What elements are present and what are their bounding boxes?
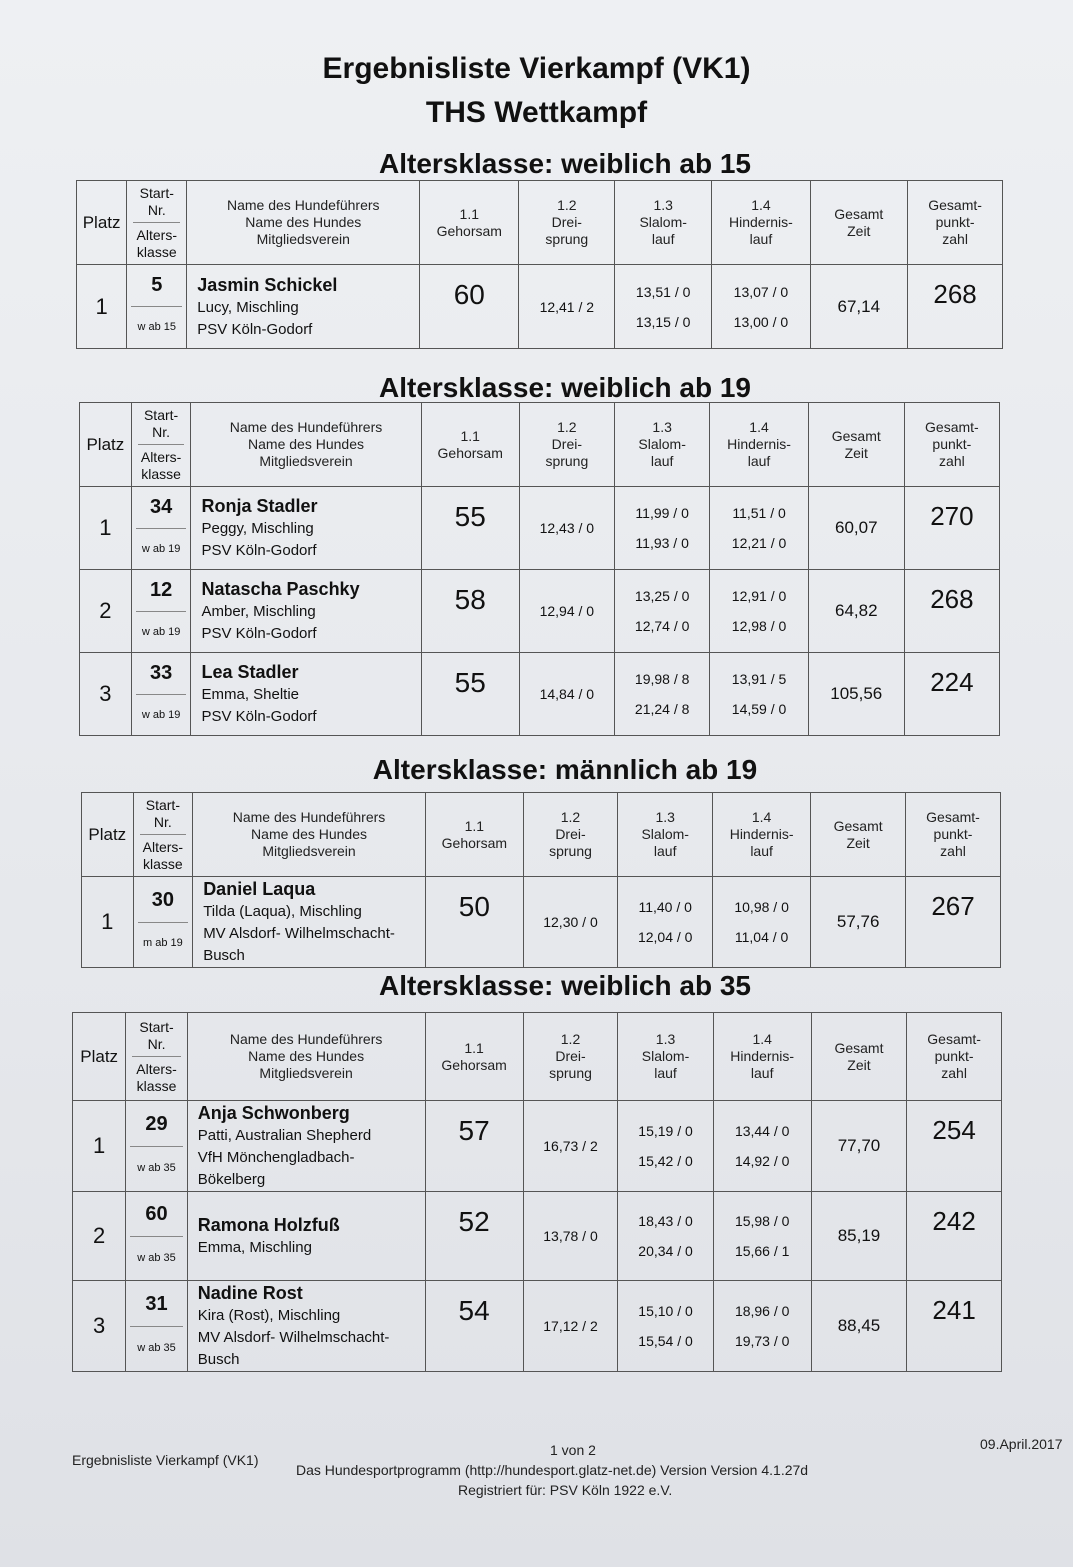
header-dreisprung-text: 1.2	[560, 1031, 581, 1047]
header-row	[73, 1013, 1073, 1101]
header-start-nr-text: Start-Nr.	[138, 407, 185, 445]
header-name-text: Name des Hundes	[251, 826, 367, 842]
header-start-nr	[133, 793, 193, 877]
results-table	[76, 180, 1073, 349]
header-gesamtpunktzahl-text: punkt-	[934, 1048, 974, 1064]
handler-name: Daniel Laqua	[203, 879, 316, 899]
altersklasse-value: w ab 19	[141, 625, 181, 638]
header-gesamt-zeit	[811, 1013, 907, 1101]
altersklasse-value: w ab 35	[137, 1342, 176, 1354]
slalom-run-1: 13,51 / 0	[635, 283, 691, 300]
hindernis-run-2: 15,66 / 1	[734, 1243, 790, 1259]
header-hindernislauf-text: Hindernis-	[727, 436, 791, 452]
handler-name: Ronja Stadler	[201, 496, 318, 516]
start-number: 30	[138, 880, 189, 923]
header-name-text: Name des Hundeführers	[232, 809, 386, 825]
header-platz	[82, 793, 134, 877]
header-gehorsam	[425, 793, 523, 877]
header-hindernislauf-text: Hindernis-	[729, 214, 793, 230]
name-cell	[187, 1192, 425, 1281]
dreisprung-cell: 17,12 / 2	[523, 1281, 618, 1372]
header-dreisprung	[523, 793, 617, 877]
dreisprung-cell: 12,94 / 0	[519, 570, 614, 653]
hindernis-cell	[710, 570, 808, 653]
handler-name: Jasmin Schickel	[197, 274, 338, 295]
section-title: Altersklasse: männlich ab 19	[372, 754, 758, 785]
dog-name: Peggy, Mischling	[201, 520, 314, 537]
header-gesamtpunktzahl-text: punkt-	[933, 826, 973, 842]
slalom-run-2: 12,74 / 0	[634, 618, 690, 634]
start-cell	[131, 653, 191, 736]
slalom-cell	[614, 653, 710, 736]
header-hindernislauf-text: Hindernis-	[729, 826, 794, 842]
header-platz-text: Platz	[88, 824, 127, 844]
hindernis-run-1: 10,98 / 0	[734, 899, 789, 915]
gehorsam-cell: 57	[425, 1101, 523, 1192]
table-row	[80, 653, 1073, 736]
slalom-run-2: 20,34 / 0	[638, 1243, 693, 1259]
header-altersklasse-text: Alters-klasse	[136, 226, 177, 260]
header-gesamt-zeit-text: Gesamt	[834, 1039, 884, 1056]
start-cell	[126, 1192, 187, 1281]
header-slalomlauf-text: Slalom-	[641, 826, 689, 842]
header-altersklasse-text: Alters-klasse	[142, 838, 184, 872]
header-hindernislauf-text: 1.4	[751, 809, 772, 825]
altersklasse-value: w ab 19	[141, 542, 181, 555]
header-gehorsam-text: 1.1	[464, 1039, 484, 1056]
hindernis-run-2: 19,73 / 0	[734, 1333, 790, 1349]
header-slalomlauf-text: 1.3	[653, 197, 673, 213]
table-row	[80, 487, 1073, 570]
header-start-nr-text: Start-Nr.	[133, 185, 180, 223]
header-gesamtpunktzahl-text: zahl	[941, 1065, 967, 1081]
header-dreisprung-text: 1.2	[560, 809, 581, 825]
header-row	[80, 403, 1073, 487]
slalom-run-1: 15,19 / 0	[638, 1123, 693, 1139]
gesamt-zeit-cell: 64,82	[808, 570, 904, 653]
header-platz-text: Platz	[82, 212, 121, 232]
slalom-cell	[614, 487, 710, 570]
header-altersklasse-text: Alters-klasse	[136, 1060, 177, 1094]
results-table	[79, 402, 1073, 736]
hindernis-run-1: 15,98 / 0	[734, 1213, 790, 1229]
slalom-run-1: 18,43 / 0	[638, 1213, 693, 1229]
header-gesamtpunktzahl-text: punkt-	[935, 214, 975, 230]
header-name	[187, 181, 420, 265]
header-gesamt-zeit-text: Gesamt	[834, 205, 884, 222]
club-name: PSV Köln-Godorf	[201, 708, 317, 725]
results-table	[81, 792, 1073, 968]
header-hindernislauf-text: lauf	[750, 843, 773, 859]
header-gesamt-zeit-text: Zeit	[846, 834, 870, 851]
club-name: PSV Köln-Godorf	[201, 625, 317, 642]
header-name-text: Name des Hundes	[248, 1048, 365, 1064]
header-gesamtpunktzahl-text: Gesamt-	[927, 1031, 981, 1047]
gesamt-zeit-cell: 88,45	[811, 1281, 907, 1372]
altersklasse-value: w ab 19	[141, 708, 181, 721]
dog-name: Emma, Mischling	[197, 1239, 312, 1256]
header-slalomlauf-text: 1.3	[652, 419, 672, 435]
dog-name: Patti, Australian Shepherd	[197, 1127, 372, 1144]
header-gesamt-zeit	[810, 793, 905, 877]
header-name	[191, 403, 421, 487]
hindernis-run-1: 13,91 / 5	[731, 671, 787, 687]
hindernis-run-2: 13,00 / 0	[733, 313, 789, 330]
hindernis-cell	[712, 265, 811, 349]
header-gesamtpunktzahl-text: Gesamt-	[928, 197, 982, 213]
header-slalomlauf-text: lauf	[650, 453, 674, 469]
slalom-cell	[615, 265, 712, 349]
gesamt-zeit-cell: 67,14	[810, 265, 907, 349]
header-dreisprung-text: sprung	[549, 1065, 592, 1081]
handler-name: Ramona Holzfuß	[197, 1215, 340, 1235]
name-cell	[193, 877, 426, 968]
gesamtpunktzahl-cell: 242	[907, 1192, 1002, 1281]
header-slalomlauf	[618, 1013, 713, 1101]
header-dreisprung	[519, 181, 615, 265]
slalom-cell	[618, 877, 713, 968]
header-altersklasse-text: Alters-klasse	[140, 448, 182, 482]
gesamt-zeit-cell: 85,19	[811, 1192, 907, 1281]
platz-cell: 1	[82, 877, 134, 968]
platz-cell: 1	[77, 265, 127, 349]
slalom-run-2: 21,24 / 8	[634, 701, 690, 717]
table-row	[80, 570, 1073, 653]
gehorsam-cell: 50	[425, 877, 523, 968]
gesamt-zeit-cell: 105,56	[808, 653, 904, 736]
header-name-text: Name des Hundeführers	[229, 1031, 383, 1047]
dog-name: Lucy, Mischling	[197, 298, 299, 316]
header-gesamtpunktzahl-text: Gesamt-	[925, 419, 979, 435]
gehorsam-cell: 58	[421, 570, 519, 653]
name-cell	[191, 570, 421, 653]
header-platz-text: Platz	[80, 1046, 119, 1066]
slalom-run-2: 11,93 / 0	[635, 535, 689, 551]
hindernis-run-2: 14,92 / 0	[734, 1153, 790, 1169]
header-dreisprung-text: Drei-	[551, 436, 583, 452]
club-name: PSV Köln-Godorf	[197, 320, 313, 338]
header-gesamt-zeit	[810, 181, 907, 265]
section-title: Altersklasse: weiblich ab 19	[379, 372, 751, 403]
header-slalomlauf	[614, 403, 710, 487]
club-name: MV Alsdorf- Wilhelmschacht- Busch	[197, 1329, 390, 1368]
header-gesamt-zeit-text: Gesamt	[831, 427, 881, 444]
slalom-run-1: 15,10 / 0	[638, 1303, 693, 1319]
header-slalomlauf-text: Slalom-	[638, 436, 686, 452]
start-cell	[131, 487, 191, 570]
slalom-run-2: 12,04 / 0	[637, 929, 693, 945]
header-name	[193, 793, 426, 877]
dog-name: Amber, Mischling	[201, 603, 316, 620]
hindernis-run-2: 11,04 / 0	[734, 929, 789, 945]
header-name-text: Mitgliedsverein	[262, 843, 356, 859]
gehorsam-cell: 55	[421, 487, 519, 570]
header-gesamt-zeit	[808, 403, 904, 487]
start-number: 34	[136, 488, 187, 529]
header-hindernislauf	[713, 1013, 811, 1101]
header-gehorsam-text: Gehorsam	[437, 444, 503, 461]
hindernis-cell	[713, 1192, 811, 1281]
handler-name: Nadine Rost	[197, 1283, 303, 1303]
header-start-nr-text: Start-Nr.	[132, 1019, 180, 1057]
header-gesamtpunktzahl-text: punkt-	[932, 436, 972, 452]
header-platz	[80, 403, 132, 487]
gehorsam-cell: 60	[420, 265, 519, 349]
footer-program: Das Hundesportprogramm (http://hundesport.glatz-net.de) Version Version 4.1.27d	[296, 1462, 809, 1478]
header-gesamtpunktzahl	[906, 793, 1000, 877]
footer-date: 09.April.2017	[980, 1436, 1063, 1452]
header-row	[82, 793, 1073, 877]
header-dreisprung-text: 1.2	[557, 419, 577, 435]
platz-cell: 3	[80, 653, 132, 736]
header-start-nr	[126, 1013, 187, 1101]
header-start-nr-text: Start-Nr.	[140, 797, 187, 835]
footer-registered: Registriert für: PSV Köln 1922 e.V.	[458, 1482, 673, 1498]
gesamtpunktzahl-cell: 268	[904, 570, 999, 653]
header-dreisprung-text: sprung	[545, 453, 589, 469]
header-gehorsam-text: Gehorsam	[441, 834, 508, 851]
hindernis-run-1: 11,51 / 0	[732, 505, 786, 521]
slalom-run-2: 13,15 / 0	[635, 313, 691, 330]
start-cell	[127, 265, 187, 349]
hindernis-run-1: 18,96 / 0	[734, 1303, 790, 1319]
slalom-cell	[614, 570, 710, 653]
header-hindernislauf	[710, 403, 808, 487]
header-gehorsam-text: Gehorsam	[441, 1056, 507, 1073]
gesamt-zeit-cell: 77,70	[811, 1101, 907, 1192]
header-gehorsam	[425, 1013, 523, 1101]
gesamtpunktzahl-cell: 270	[904, 487, 999, 570]
start-number: 31	[130, 1283, 182, 1327]
section-title: Altersklasse: weiblich ab 35	[379, 970, 751, 1001]
hindernis-cell	[710, 487, 808, 570]
slalom-cell	[618, 1192, 713, 1281]
header-gesamtpunktzahl-text: Gesamt-	[926, 809, 980, 825]
header-name-text: Mitgliedsverein	[259, 1065, 353, 1081]
start-number: 33	[136, 654, 187, 695]
table-row	[77, 265, 1073, 349]
header-gehorsam-text: 1.1	[464, 817, 485, 834]
start-cell	[133, 877, 193, 968]
name-cell	[191, 487, 421, 570]
platz-cell: 3	[73, 1281, 126, 1372]
dog-name: Emma, Sheltie	[201, 686, 300, 703]
dreisprung-cell: 12,41 / 2	[519, 265, 615, 349]
section-title: Altersklasse: weiblich ab 15	[379, 148, 751, 179]
club-name: VfH Mönchengladbach- Bökelberg	[197, 1149, 355, 1188]
slalom-run-1: 11,99 / 0	[635, 505, 689, 521]
header-slalomlauf-text: 1.3	[655, 809, 675, 825]
footer-left-title: Ergebnisliste Vierkampf (VK1)	[72, 1452, 259, 1468]
altersklasse-value: w ab 35	[137, 1252, 176, 1264]
gehorsam-cell: 55	[421, 653, 519, 736]
header-hindernislauf-text: 1.4	[749, 419, 769, 435]
header-name-text: Name des Hundeführers	[227, 197, 380, 213]
results-table	[72, 1012, 1073, 1372]
hindernis-cell	[710, 653, 808, 736]
header-gesamtpunktzahl	[907, 181, 1003, 265]
header-hindernislauf-text: 1.4	[752, 1031, 772, 1047]
gehorsam-cell: 52	[425, 1192, 523, 1281]
start-cell	[126, 1281, 187, 1372]
header-gehorsam	[421, 403, 519, 487]
gesamtpunktzahl-cell: 267	[906, 877, 1000, 968]
header-gesamt-zeit-text: Gesamt	[833, 817, 883, 834]
header-gesamtpunktzahl	[907, 1013, 1002, 1101]
header-platz	[73, 1013, 126, 1101]
platz-cell: 2	[80, 570, 132, 653]
table-row	[73, 1281, 1073, 1372]
name-cell	[187, 1281, 425, 1372]
start-cell	[131, 570, 191, 653]
dreisprung-cell: 13,78 / 0	[523, 1192, 618, 1281]
table-row	[82, 877, 1073, 968]
name-cell	[187, 1101, 425, 1192]
dreisprung-cell: 12,30 / 0	[523, 877, 617, 968]
start-number: 12	[136, 571, 187, 612]
header-dreisprung-text: Drei-	[555, 826, 586, 842]
header-slalomlauf	[615, 181, 712, 265]
header-hindernislauf-text: lauf	[749, 231, 773, 247]
gesamtpunktzahl-cell: 254	[907, 1101, 1002, 1192]
header-gehorsam-text: 1.1	[460, 427, 480, 444]
altersklasse-value: w ab 15	[137, 321, 177, 334]
platz-cell: 1	[73, 1101, 126, 1192]
header-platz	[77, 181, 127, 265]
header-gesamtpunktzahl-text: zahl	[940, 843, 966, 859]
slalom-run-1: 19,98 / 8	[634, 671, 690, 687]
start-cell	[126, 1101, 187, 1192]
club-name: MV Alsdorf- Wilhelmschacht- Busch	[203, 925, 395, 964]
header-gesamtpunktzahl	[904, 403, 999, 487]
handler-name: Anja Schwonberg	[197, 1103, 350, 1123]
dreisprung-cell: 12,43 / 0	[519, 487, 614, 570]
header-name-text: Name des Hundeführers	[229, 419, 383, 435]
table-row	[73, 1192, 1073, 1281]
hindernis-run-1: 13,44 / 0	[734, 1123, 790, 1139]
header-dreisprung-text: sprung	[549, 843, 592, 859]
header-gehorsam-text: Gehorsam	[436, 222, 502, 239]
hindernis-cell	[713, 877, 811, 968]
gehorsam-cell: 54	[425, 1281, 523, 1372]
platz-cell: 1	[80, 487, 132, 570]
hindernis-run-1: 13,07 / 0	[733, 283, 789, 300]
dreisprung-cell: 14,84 / 0	[519, 653, 614, 736]
header-row	[77, 181, 1073, 265]
header-dreisprung-text: Drei-	[551, 214, 582, 230]
slalom-run-2: 15,54 / 0	[638, 1333, 693, 1349]
dog-name: Tilda (Laqua), Mischling	[203, 903, 362, 920]
header-gesamt-zeit-text: Zeit	[847, 1056, 871, 1073]
header-gesamtpunktzahl-text: zahl	[942, 231, 968, 247]
handler-name: Natascha Paschky	[201, 579, 360, 599]
dreisprung-cell: 16,73 / 2	[523, 1101, 618, 1192]
header-platz-text: Platz	[86, 434, 125, 454]
start-number: 5	[131, 266, 182, 308]
hindernis-cell	[713, 1101, 811, 1192]
slalom-cell	[618, 1281, 713, 1372]
header-slalomlauf-text: Slalom-	[639, 214, 687, 230]
header-dreisprung	[523, 1013, 618, 1101]
gesamtpunktzahl-cell: 268	[907, 265, 1003, 349]
slalom-run-2: 15,42 / 0	[638, 1153, 693, 1169]
document-title: Ergebnisliste Vierkampf (VK1)	[322, 52, 751, 85]
header-name	[187, 1013, 425, 1101]
header-dreisprung	[519, 403, 614, 487]
table-row	[73, 1101, 1073, 1192]
header-hindernislauf-text: Hindernis-	[730, 1048, 795, 1064]
hindernis-run-2: 12,21 / 0	[731, 535, 787, 551]
club-name: PSV Köln-Godorf	[201, 542, 317, 559]
platz-cell: 2	[73, 1192, 126, 1281]
header-gehorsam-text: 1.1	[459, 205, 479, 222]
header-slalomlauf-text: Slalom-	[641, 1048, 690, 1064]
hindernis-run-1: 12,91 / 0	[731, 588, 787, 604]
slalom-run-1: 11,40 / 0	[638, 899, 692, 915]
header-hindernislauf-text: lauf	[747, 453, 771, 469]
header-name-text: Mitgliedsverein	[259, 453, 353, 469]
slalom-cell	[618, 1101, 713, 1192]
start-number: 60	[130, 1193, 182, 1237]
hindernis-cell	[713, 1281, 811, 1372]
header-start-nr	[131, 403, 191, 487]
header-dreisprung-text: 1.2	[557, 197, 577, 213]
name-cell	[187, 265, 420, 349]
header-slalomlauf	[618, 793, 713, 877]
header-gesamt-zeit-text: Zeit	[844, 444, 868, 461]
header-gehorsam	[420, 181, 519, 265]
altersklasse-value: w ab 35	[137, 1162, 176, 1174]
gesamt-zeit-cell: 60,07	[808, 487, 904, 570]
header-slalomlauf-text: 1.3	[655, 1031, 676, 1047]
header-name-text: Name des Hundes	[248, 436, 364, 452]
altersklasse-value: m ab 19	[143, 937, 183, 950]
header-dreisprung-text: sprung	[545, 231, 589, 247]
start-number: 29	[130, 1103, 182, 1147]
header-slalomlauf-text: lauf	[654, 1065, 677, 1081]
header-name-text: Name des Hundes	[245, 214, 362, 230]
header-dreisprung-text: Drei-	[555, 1048, 586, 1064]
handler-name: Lea Stadler	[201, 662, 299, 682]
name-cell	[191, 653, 421, 736]
hindernis-run-2: 14,59 / 0	[731, 701, 787, 717]
header-name-text: Mitgliedsverein	[256, 231, 350, 247]
header-hindernislauf-text: lauf	[750, 1065, 774, 1081]
header-gesamtpunktzahl-text: zahl	[939, 453, 965, 469]
header-hindernislauf-text: 1.4	[751, 197, 771, 213]
slalom-run-1: 13,25 / 0	[634, 588, 690, 604]
header-start-nr	[127, 181, 187, 265]
header-hindernislauf	[712, 181, 811, 265]
dog-name: Kira (Rost), Mischling	[197, 1307, 341, 1324]
hindernis-run-2: 12,98 / 0	[731, 618, 787, 634]
footer-page-number: 1 von 2	[550, 1442, 596, 1458]
gesamtpunktzahl-cell: 224	[904, 653, 999, 736]
document-subtitle: THS Wettkampf	[425, 96, 648, 129]
gesamt-zeit-cell: 57,76	[810, 877, 905, 968]
header-slalomlauf-text: lauf	[653, 843, 677, 859]
gesamtpunktzahl-cell: 241	[907, 1281, 1002, 1372]
header-hindernislauf	[713, 793, 811, 877]
header-slalomlauf-text: lauf	[651, 231, 675, 247]
header-gesamt-zeit-text: Zeit	[847, 222, 871, 239]
